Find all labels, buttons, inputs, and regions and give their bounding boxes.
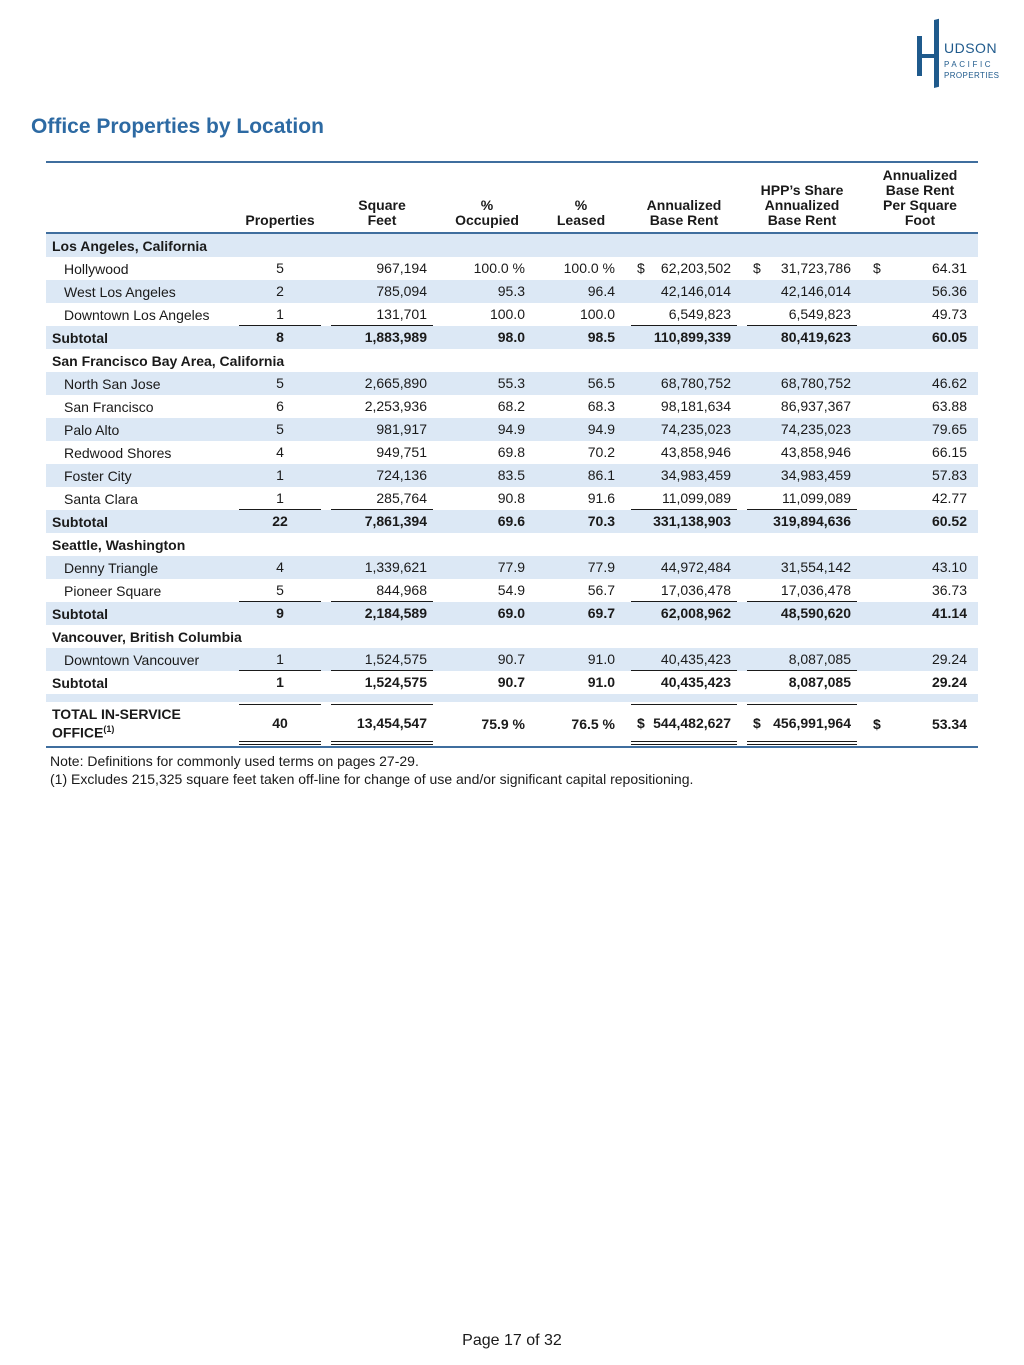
sqft-cell: 13,454,547: [326, 702, 438, 746]
properties-cell: 9: [234, 602, 326, 625]
section-row: [46, 533, 978, 556]
abr-cell: $ 62,203,502: [637, 260, 731, 276]
abr-cell: 110,899,339: [626, 326, 742, 349]
table-row: [46, 257, 978, 280]
table-row: [46, 579, 978, 602]
properties-cell: 4: [276, 444, 284, 460]
location-cell: North San Jose: [46, 372, 234, 395]
leased-cell: 68.3: [587, 398, 615, 414]
table-header-row: [46, 163, 978, 233]
hpp-cell: 42,146,014: [742, 280, 862, 303]
properties-cell: 1: [276, 674, 284, 690]
note-footnote-1: (1) Excludes 215,325 square feet taken off-line for change of use and/or significant capital repositioning.: [50, 771, 694, 787]
sqft-cell: 785,094: [326, 280, 438, 303]
hpp-cell: 68,780,752: [742, 372, 862, 395]
leased-cell: 100.0 %: [563, 260, 615, 276]
abr-cell: 43,858,946: [660, 444, 731, 460]
properties-cell: 1: [234, 487, 326, 510]
page-title: Office Properties by Location: [31, 115, 324, 138]
properties-cell: 1: [234, 303, 326, 326]
subtotal-row: [46, 602, 978, 625]
occupied-cell: 83.5: [438, 464, 536, 487]
sqft-cell: 981,917: [326, 418, 438, 441]
logo-sub-properties: PROPERTIES: [944, 71, 1000, 80]
occupied-cell: 100.0: [489, 306, 525, 322]
section-name: San Francisco Bay Area, California: [52, 352, 285, 369]
location-cell: Downtown Vancouver: [46, 648, 234, 671]
leased-cell: 56.7: [587, 582, 615, 598]
table-row: [46, 395, 978, 418]
occupied-cell: 69.8: [497, 444, 525, 460]
psf-cell: 29.24: [862, 648, 978, 671]
hpp-cell: 17,036,478: [742, 579, 862, 602]
sqft-cell: 1,524,575: [364, 674, 427, 690]
leased-cell: 91.0: [587, 674, 615, 690]
leased-cell: 91.0: [536, 648, 626, 671]
leased-cell: 70.3: [536, 510, 626, 533]
leased-cell: 86.1: [536, 464, 626, 487]
leased-cell: 69.7: [536, 602, 626, 625]
psf-cell: 56.36: [862, 280, 978, 303]
header-hpp-share: HPP’s Share Annualized Base Rent: [742, 163, 862, 233]
hpp-cell: $ 31,723,786: [753, 260, 851, 276]
hpp-cell: 86,937,367: [780, 398, 851, 414]
occupied-cell: 90.8: [497, 490, 525, 506]
location-cell: Pioneer Square: [64, 582, 162, 599]
table-row: [46, 280, 978, 303]
table-row: [46, 303, 978, 326]
location-cell: Foster City: [46, 464, 234, 487]
notes: [50, 752, 693, 788]
section-name: Los Angeles, California: [46, 233, 978, 257]
properties-cell: 4: [234, 556, 326, 579]
hpp-cell: 8,087,085: [742, 648, 862, 671]
header-square-feet: Square Feet: [326, 163, 438, 233]
psf-cell: 41.14: [862, 602, 978, 625]
table-bottom-rule: [46, 746, 978, 748]
hpp-cell: 34,983,459: [742, 464, 862, 487]
psf-cell: $ 64.31: [873, 260, 967, 276]
subtotal-label: Subtotal: [52, 674, 108, 691]
abr-cell: 11,099,089: [626, 487, 742, 510]
sqft-cell: 1,883,989: [326, 326, 438, 349]
abr-cell: 42,146,014: [626, 280, 742, 303]
footnote-mark: (1): [103, 724, 115, 735]
psf-cell: 63.88: [931, 398, 967, 414]
table-row: [46, 441, 978, 464]
occupied-cell: 100.0 %: [473, 260, 525, 276]
subtotal-row: [46, 671, 978, 694]
section-row: [46, 349, 978, 372]
properties-cell: 8: [234, 326, 326, 349]
section-row: [46, 625, 978, 648]
section-row: [46, 233, 978, 257]
properties-cell: 22: [234, 510, 326, 533]
psf-cell: 57.83: [862, 464, 978, 487]
table-row: [46, 556, 978, 579]
table-row: [46, 648, 978, 671]
hpp-cell: 11,099,089: [742, 487, 862, 510]
location-cell: Denny Triangle: [46, 556, 234, 579]
psf-cell: 43.10: [862, 556, 978, 579]
location-cell: Redwood Shores: [64, 444, 172, 461]
psf-cell: 36.73: [931, 582, 967, 598]
abr-cell: 331,138,903: [626, 510, 742, 533]
hpp-cell: 74,235,023: [742, 418, 862, 441]
sqft-cell: 285,764: [326, 487, 438, 510]
leased-cell: 56.5: [536, 372, 626, 395]
occupied-cell: 55.3: [438, 372, 536, 395]
location-cell: San Francisco: [64, 398, 154, 415]
table-row: [46, 418, 978, 441]
hpp-cell: 48,590,620: [742, 602, 862, 625]
abr-cell: 40,435,423: [660, 674, 731, 690]
header-properties: Properties: [234, 163, 326, 233]
location-cell: Hollywood: [64, 260, 129, 277]
leased-cell: 100.0: [579, 306, 615, 322]
subtotal-label: Subtotal: [46, 326, 234, 349]
leased-cell: 98.5: [536, 326, 626, 349]
office-properties-table: [46, 161, 978, 748]
occupied-cell: 69.6: [438, 510, 536, 533]
properties-cell: 5: [234, 579, 326, 602]
sqft-cell: 949,751: [376, 444, 427, 460]
occupied-cell: 75.9 %: [481, 716, 525, 732]
page-number: Page 17 of 32: [462, 1332, 562, 1349]
properties-cell: 5: [276, 260, 284, 276]
header-rent-per-sqft: Annualized Base Rent Per Square Foot: [862, 163, 978, 233]
psf-cell: $ 53.34: [873, 716, 967, 732]
total-row: [46, 702, 978, 746]
leased-cell: 91.6: [587, 490, 615, 506]
abr-cell: 40,435,423: [626, 648, 742, 671]
header-location: [46, 163, 234, 233]
hpp-cell: 319,894,636: [742, 510, 862, 533]
sqft-cell: 2,665,890: [326, 372, 438, 395]
sqft-cell: 2,253,936: [364, 398, 427, 414]
psf-cell: 60.05: [862, 326, 978, 349]
occupied-cell: 69.0: [438, 602, 536, 625]
abr-cell: $ 544,482,627: [626, 702, 742, 746]
location-cell: West Los Angeles: [46, 280, 234, 303]
section-name: Vancouver, British Columbia: [52, 628, 242, 645]
subtotal-label: Subtotal: [46, 510, 234, 533]
abr-cell: 6,549,823: [626, 303, 742, 326]
hpp-cell: 80,419,623: [742, 326, 862, 349]
psf-cell: 29.24: [931, 674, 967, 690]
occupied-cell: 94.9: [438, 418, 536, 441]
properties-cell: 1: [234, 648, 326, 671]
sqft-cell: 1,339,621: [326, 556, 438, 579]
occupied-cell: 98.0: [438, 326, 536, 349]
logo-word: UDSON: [944, 40, 998, 56]
occupied-cell: 68.2: [497, 398, 525, 414]
spacer-row: [46, 694, 978, 702]
abr-cell: 74,235,023: [626, 418, 742, 441]
properties-cell: 5: [234, 418, 326, 441]
sqft-cell: 724,136: [326, 464, 438, 487]
header-leased: % Leased: [536, 163, 626, 233]
psf-cell: 66.15: [931, 444, 967, 460]
properties-cell: 40: [234, 702, 326, 746]
hpp-cell: 31,554,142: [742, 556, 862, 579]
properties-cell: 5: [234, 372, 326, 395]
logo-sub-pacific: PACIFIC: [944, 60, 994, 69]
sqft-cell: 131,701: [326, 303, 438, 326]
hpp-cell: 43,858,946: [780, 444, 851, 460]
properties-cell: 6: [276, 398, 284, 414]
subtotal-label: Subtotal: [46, 602, 234, 625]
occupied-cell: 95.3: [438, 280, 536, 303]
subtotal-row: [46, 326, 978, 349]
hpp-cell: 6,549,823: [742, 303, 862, 326]
properties-cell: 2: [234, 280, 326, 303]
sqft-cell: 967,194: [376, 260, 427, 276]
psf-cell: 49.73: [931, 306, 967, 322]
subtotal-row: [46, 510, 978, 533]
hpp-cell: 8,087,085: [788, 674, 851, 690]
table-row: [46, 464, 978, 487]
psf-cell: 60.52: [862, 510, 978, 533]
occupied-cell: 90.7: [497, 674, 525, 690]
table-row: [46, 487, 978, 510]
note-definitions: Note: Definitions for commonly used terms on pages 27-29.: [50, 753, 419, 769]
leased-cell: 70.2: [587, 444, 615, 460]
hpp-cell: $ 456,991,964: [742, 702, 862, 746]
occupied-cell: 77.9: [438, 556, 536, 579]
header-annualized-base-rent: Annualized Base Rent: [626, 163, 742, 233]
sqft-cell: 844,968: [326, 579, 438, 602]
location-cell: Downtown Los Angeles: [64, 306, 210, 323]
abr-cell: 98,181,634: [660, 398, 731, 414]
sqft-cell: 7,861,394: [326, 510, 438, 533]
hudson-pacific-logo: [914, 20, 1004, 90]
occupied-cell: 90.7: [438, 648, 536, 671]
location-cell: Palo Alto: [46, 418, 234, 441]
table-row: [46, 372, 978, 395]
psf-cell: 46.62: [862, 372, 978, 395]
psf-cell: 42.77: [931, 490, 967, 506]
leased-cell: 96.4: [536, 280, 626, 303]
abr-cell: 68,780,752: [626, 372, 742, 395]
section-name: Seattle, Washington: [52, 536, 186, 553]
header-occupied: % Occupied: [438, 163, 536, 233]
abr-cell: 62,008,962: [626, 602, 742, 625]
sqft-cell: 2,184,589: [326, 602, 438, 625]
leased-cell: 77.9: [536, 556, 626, 579]
sqft-cell: 1,524,575: [326, 648, 438, 671]
occupied-cell: 54.9: [497, 582, 525, 598]
properties-cell: 1: [234, 464, 326, 487]
abr-cell: 44,972,484: [626, 556, 742, 579]
leased-cell: 94.9: [536, 418, 626, 441]
logo-h-mark: [914, 20, 944, 90]
abr-cell: 34,983,459: [626, 464, 742, 487]
location-cell: Santa Clara: [64, 490, 138, 507]
psf-cell: 79.65: [862, 418, 978, 441]
total-label: TOTAL IN-SERVICE OFFICE$^{(1)}$: [52, 706, 181, 741]
leased-cell: 76.5 %: [571, 716, 615, 732]
abr-cell: 17,036,478: [626, 579, 742, 602]
